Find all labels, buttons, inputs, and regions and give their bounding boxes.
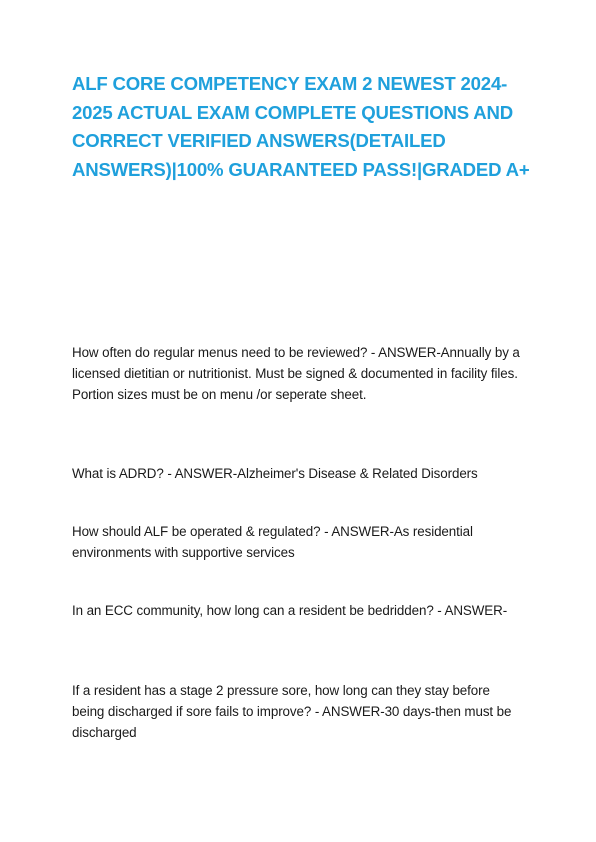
qa-item-ecc-bedridden: In an ECC community, how long can a resident be bedridden? - ANSWER- bbox=[72, 603, 508, 618]
qa-item-menus-review: How often do regular menus need to be reviewed? - ANSWER-Annually by a licensed dietitian or nutritionist. Must be signed & documented in facility files. Portion sizes must be on menu /or seperate sheet. bbox=[72, 345, 520, 402]
qa-item-pressure-sore: If a resident has a stage 2 pressure sore, how long can they stay before being discharged if sore fails to improve? - ANSWER-30 days-then must be discharged bbox=[72, 683, 512, 740]
document-title: ALF CORE COMPETENCY EXAM 2 NEWEST 2024-2025 ACTUAL EXAM COMPLETE QUESTIONS AND CORRECT VERIFIED ANSWERS(DETAILED ANSWERS)|100% GUARANTEED PASS!|GRADED A+ bbox=[72, 73, 530, 180]
qa-item-alf-operation: How should ALF be operated & regulated? - ANSWER-As residential environments with supportive services bbox=[72, 524, 473, 560]
qa-item-adrd: What is ADRD? - ANSWER-Alzheimer's Disease & Related Disorders bbox=[72, 466, 478, 481]
